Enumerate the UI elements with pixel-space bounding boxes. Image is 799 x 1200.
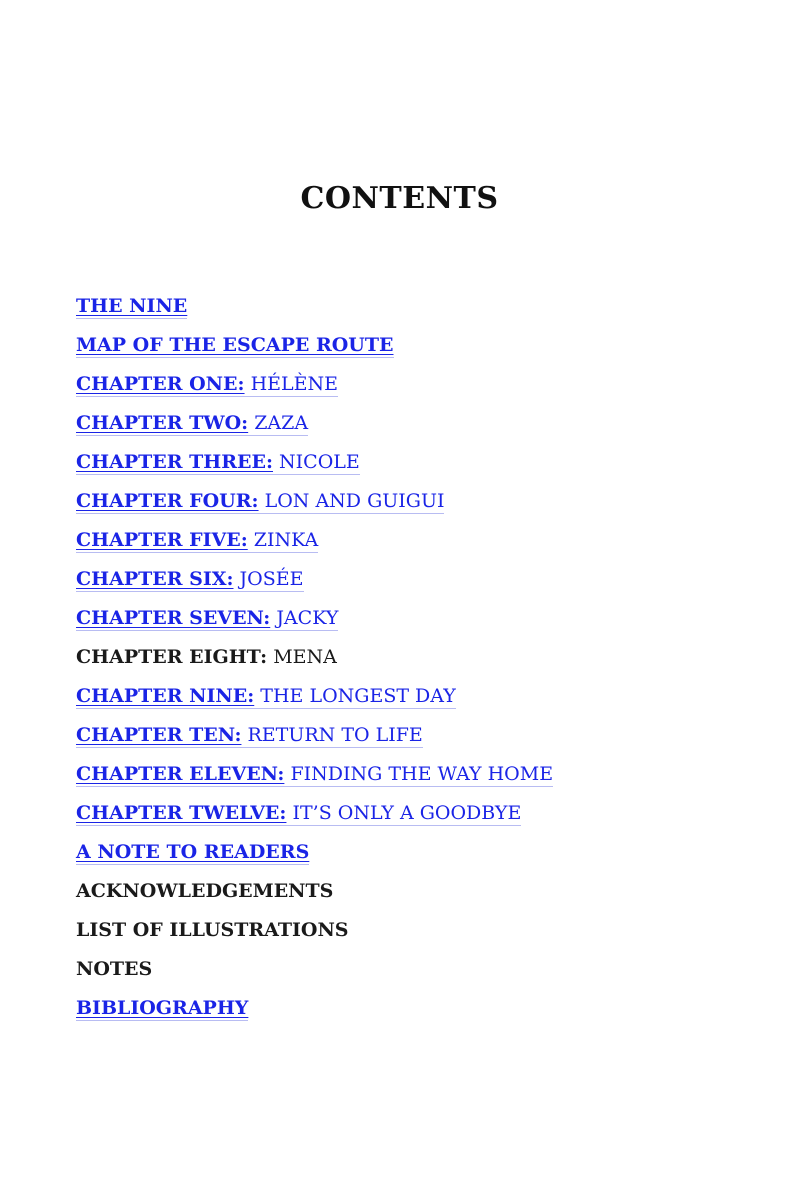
toc-entry-label: MAP OF THE ESCAPE ROUTE — [76, 334, 394, 356]
toc-entry-title: JACKY — [276, 607, 339, 629]
toc-entry-title: LON AND GUIGUI — [264, 490, 445, 512]
toc-entry-label: NOTES — [76, 958, 153, 980]
toc-entry-label: CHAPTER FOUR: — [76, 490, 259, 512]
toc-entry-bibliography[interactable] — [76, 994, 553, 1033]
toc-entry-label: CHAPTER FIVE: — [76, 529, 248, 551]
toc-entry-title: ZAZA — [254, 412, 309, 434]
toc-entry-chapter-six[interactable] — [76, 565, 553, 604]
toc-entry-label: CHAPTER TWELVE: — [76, 802, 287, 824]
toc-entry-label: CHAPTER NINE: — [76, 685, 255, 707]
toc-entry-title: RETURN TO LIFE — [247, 724, 423, 746]
toc-entry-label: CHAPTER ELEVEN: — [76, 763, 285, 785]
toc-entry-map-of-the-escape-route[interactable] — [76, 331, 553, 370]
toc-entry-chapter-eight — [76, 643, 553, 682]
toc-entry-title: IT’S ONLY A GOODBYE — [292, 802, 522, 824]
toc-entry-title: HÉLÈNE — [250, 373, 339, 395]
page-title: CONTENTS — [300, 181, 499, 216]
toc-entry-list-of-illustrations — [76, 916, 553, 955]
toc-entry-the-nine[interactable] — [76, 292, 553, 331]
toc-entry-chapter-three[interactable] — [76, 448, 553, 487]
toc-entry-chapter-two[interactable] — [76, 409, 553, 448]
toc-entry-label: ACKNOWLEDGEMENTS — [76, 880, 334, 902]
toc-entry-chapter-eleven[interactable] — [76, 760, 553, 799]
toc-entry-label: CHAPTER ONE: — [76, 373, 245, 395]
toc-entry-chapter-seven[interactable] — [76, 604, 553, 643]
toc-entry-title: MENA — [273, 646, 337, 668]
toc-entry-chapter-twelve[interactable] — [76, 799, 553, 838]
toc-entry-chapter-ten[interactable] — [76, 721, 553, 760]
toc-entry-label: CHAPTER SIX: — [76, 568, 234, 590]
toc-entry-notes — [76, 955, 553, 994]
toc-entry-title: NICOLE — [279, 451, 360, 473]
toc-entry-label: CHAPTER THREE: — [76, 451, 273, 473]
toc-entry-label: LIST OF ILLUSTRATIONS — [76, 919, 349, 941]
toc-entry-label: CHAPTER TEN: — [76, 724, 242, 746]
toc-entry-chapter-four[interactable] — [76, 487, 553, 526]
toc-entry-a-note-to-readers[interactable] — [76, 838, 553, 877]
toc-entry-label: CHAPTER SEVEN: — [76, 607, 271, 629]
toc-entry-title: JOSÉE — [239, 568, 304, 590]
toc-entry-title: FINDING THE WAY HOME — [290, 763, 554, 785]
toc-entry-label: BIBLIOGRAPHY — [76, 997, 249, 1019]
toc-entry-acknowledgements — [76, 877, 553, 916]
toc-entry-chapter-one[interactable] — [76, 370, 553, 409]
toc-entry-label: A NOTE TO READERS — [76, 841, 310, 863]
toc-entry-title: ZINKA — [253, 529, 319, 551]
toc-entry-chapter-five[interactable] — [76, 526, 553, 565]
toc-entry-label: CHAPTER EIGHT: — [76, 646, 268, 668]
toc-entry-label: CHAPTER TWO: — [76, 412, 249, 434]
toc-entry-title: THE LONGEST DAY — [260, 685, 456, 707]
toc-entry-label: THE NINE — [76, 295, 188, 317]
toc-entry-chapter-nine[interactable] — [76, 682, 553, 721]
table-of-contents — [76, 292, 553, 1033]
